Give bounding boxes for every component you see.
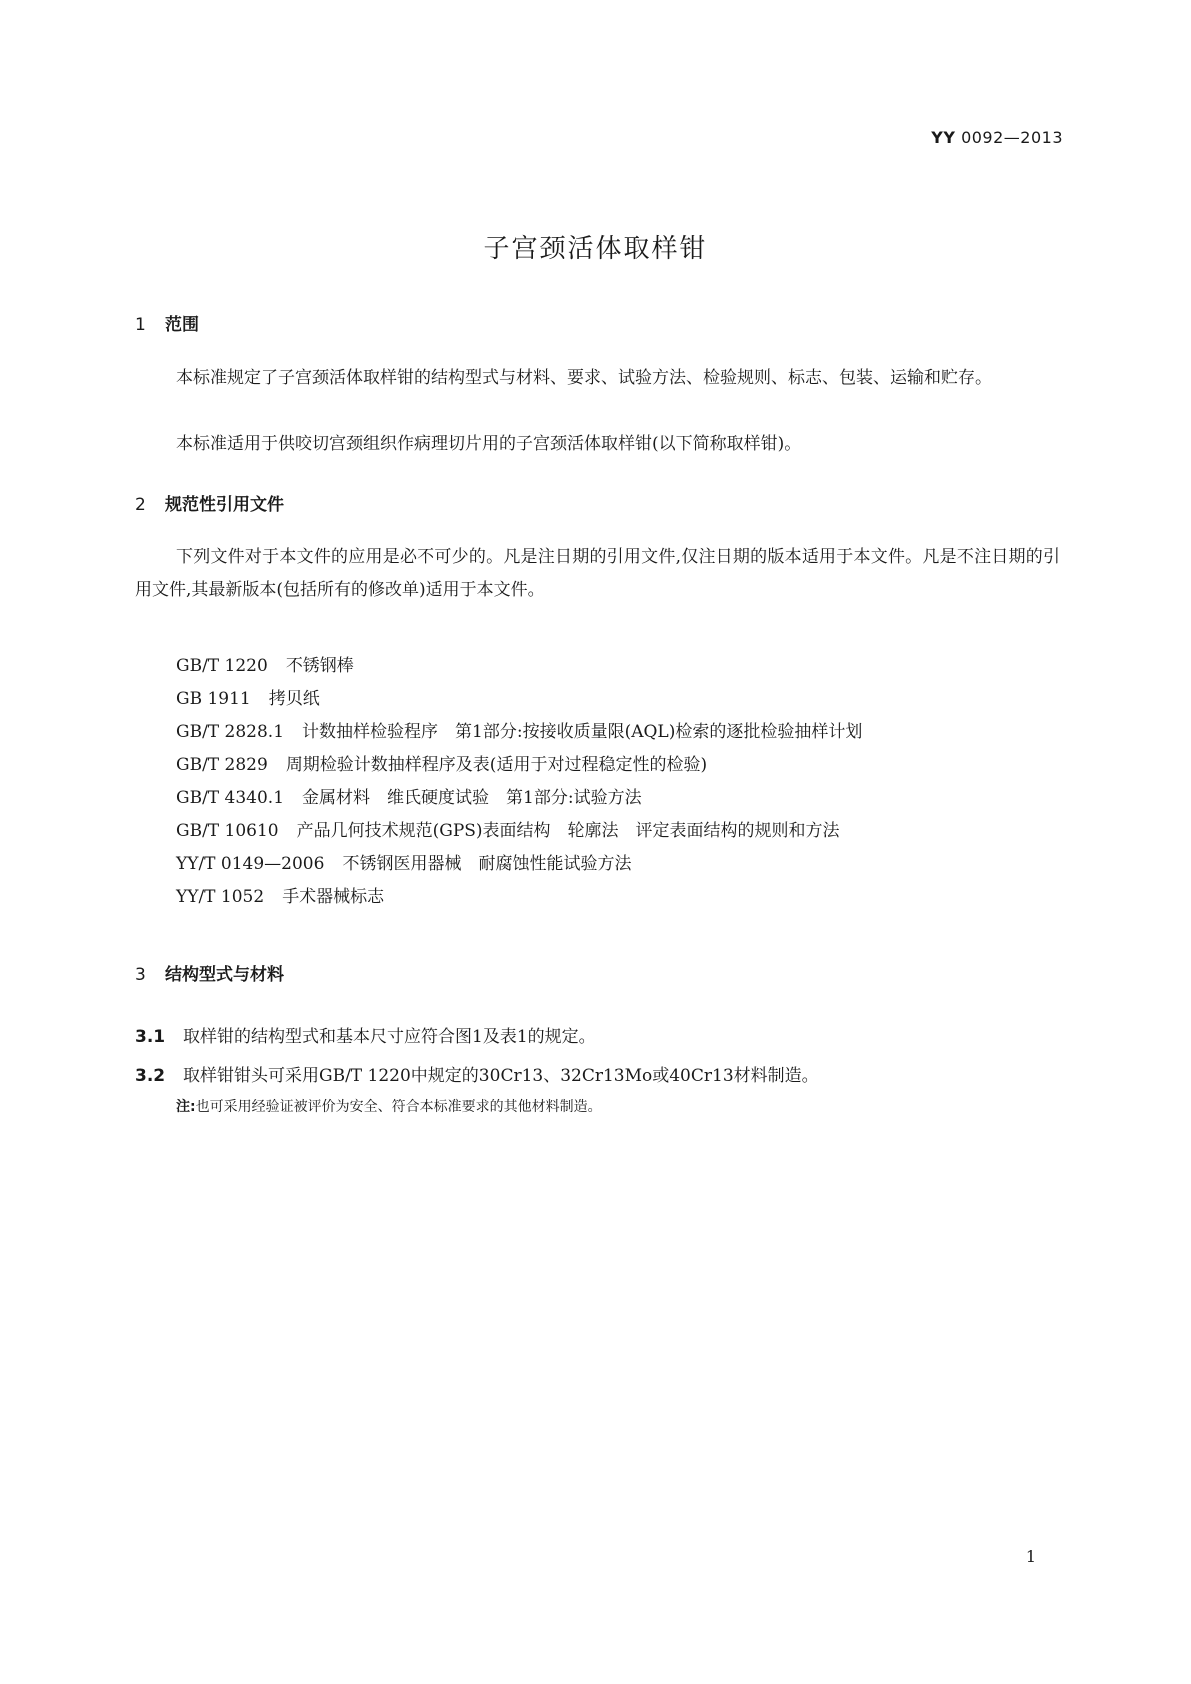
clause-text: 取样钳的结构型式和基本尺寸应符合图1及表1的规定。 xyxy=(183,1027,596,1047)
reference-item xyxy=(176,815,862,848)
reference-name: 计数抽样检验程序 第1部分:按接收质量限(AQL)检索的逐批检验抽样计划 xyxy=(302,722,863,742)
reference-item xyxy=(176,749,862,782)
reference-code: YY/T 0149—2006 xyxy=(176,854,325,874)
document-title: 子宫颈活体取样钳 xyxy=(483,234,708,264)
clause-3-2 xyxy=(135,1061,819,1086)
reference-item xyxy=(176,782,862,815)
reference-item xyxy=(176,881,862,914)
section-number: 1 xyxy=(135,315,146,335)
reference-name: 手术器械标志 xyxy=(282,887,385,907)
reference-code: GB/T 2829 xyxy=(176,755,268,775)
section-number: 3 xyxy=(135,965,146,985)
reference-code: GB/T 2828.1 xyxy=(176,722,285,742)
references-intro-paragraph: 下列文件对于本文件的应用是必不可少的。凡是注日期的引用文件,仅注日期的版本适用于本文件。凡是不注日期的引用文件,其最新版本(包括所有的修改单)适用于本文件。 xyxy=(135,547,1060,600)
note-text: 也可采用经验证被评价为安全、符合本标准要求的其他材料制造。 xyxy=(195,1099,602,1115)
section-title: 范围 xyxy=(165,315,199,335)
reference-code: GB/T 4340.1 xyxy=(176,788,285,808)
section-heading-scope xyxy=(135,310,199,335)
reference-name: 不锈钢棒 xyxy=(285,656,354,676)
standard-prefix: YY xyxy=(931,128,956,147)
section-number: 2 xyxy=(135,495,146,515)
page-number: 1 xyxy=(1025,1547,1036,1566)
reference-name: 产品几何技术规范(GPS)表面结构 轮廓法 评定表面结构的规则和方法 xyxy=(296,821,840,841)
reference-name: 拷贝纸 xyxy=(268,689,320,709)
reference-list xyxy=(176,650,862,914)
section-title: 规范性引用文件 xyxy=(165,495,284,515)
reference-code: GB 1911 xyxy=(176,689,251,709)
clause-number: 3.1 xyxy=(135,1027,166,1047)
reference-code: GB/T 10610 xyxy=(176,821,279,841)
note xyxy=(176,1096,602,1116)
clause-number: 3.2 xyxy=(135,1066,166,1086)
note-label: 注: xyxy=(176,1099,196,1115)
standard-code xyxy=(931,128,1063,147)
scope-paragraph-2: 本标准适用于供咬切宫颈组织作病理切片用的子宫颈活体取样钳(以下简称取样钳)。 xyxy=(176,434,802,454)
reference-item xyxy=(176,683,862,716)
reference-name: 金属材料 维氏硬度试验 第1部分:试验方法 xyxy=(302,788,642,808)
reference-item xyxy=(176,716,862,749)
reference-code: YY/T 1052 xyxy=(176,887,265,907)
clause-3-1 xyxy=(135,1022,596,1047)
reference-item xyxy=(176,650,862,683)
scope-paragraph-1: 本标准规定了子宫颈活体取样钳的结构型式与材料、要求、试验方法、检验规则、标志、包装、运输和贮存。 xyxy=(176,368,992,388)
section-heading-normative-references xyxy=(135,490,284,515)
reference-code: GB/T 1220 xyxy=(176,656,268,676)
section-title: 结构型式与材料 xyxy=(165,965,284,985)
standard-number: 0092—2013 xyxy=(961,128,1063,147)
reference-name: 不锈钢医用器械 耐腐蚀性能试验方法 xyxy=(342,854,632,874)
reference-name: 周期检验计数抽样程序及表(适用于对过程稳定性的检验) xyxy=(285,755,708,775)
section-heading-structure-materials xyxy=(135,960,284,985)
reference-item xyxy=(176,848,862,881)
clause-text: 取样钳钳头可采用GB/T 1220中规定的30Cr13、32Cr13Mo或40Cr13材料制造。 xyxy=(183,1066,819,1086)
